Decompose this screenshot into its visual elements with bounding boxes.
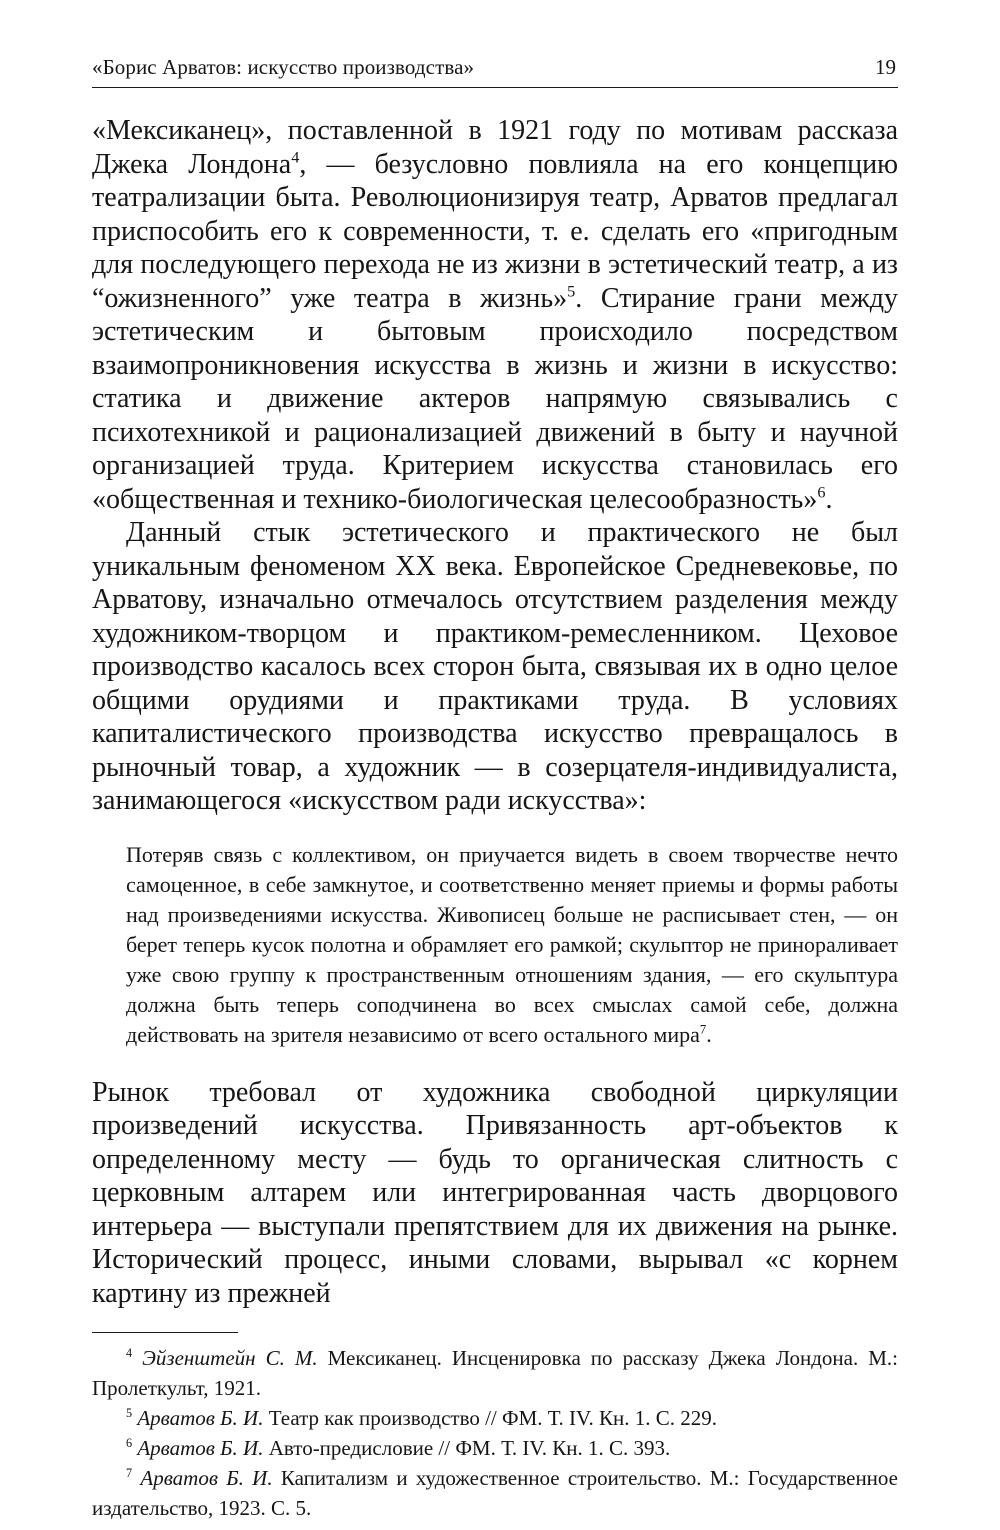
footnote-text: Театр как производство // ФМ. Т. IV. Кн. 1. С. 229.	[263, 1406, 717, 1430]
footnote-number: 7	[126, 1466, 133, 1480]
page-number: 19	[875, 55, 896, 79]
text-run: Данный стык эстетического и практического не был уникальным феноменом XX века. Европейское Средневековье, по Арватову, изначально отмечалось отсутствием разделения между художником-творцом и практиком-ремесленником. Цеховое производство касалось всех сторон быта, связывая их в одно целое общими орудиями и практиками труда. В условиях капиталистического производства искусство превращалось в рыночный товар, а художник — в созерцателя-индивидуалиста, занимающегося «искусством ради искусства»:	[92, 517, 898, 816]
text-run: , — безусловно повлияла на его концепцию театрализации быта. Революционизируя театр, Арватов предлагал приспособить его к современности, т. е. сделать его «пригодным для последующего перехода не из жизни в эстетический театр, а из “ожизненного” уже театра в жизнь»	[92, 148, 899, 314]
text-run: . Стирание грани между эстетическим и бытовым происходило посредством взаимопроникновения искусства в жизнь и жизни в искусство: статика и движение актеров напрямую связывались с психотехникой и рационализацией движений в быту и научной организацией труда. Критерием искусства становилась его «общественная и технико-биологическая целесообразность»	[92, 282, 898, 515]
paragraph	[92, 516, 898, 818]
running-title: «Борис Арватов: искусство производства»	[92, 55, 475, 79]
paragraph-after-quote	[92, 1076, 898, 1311]
footnote-author: Эйзенштейн С. М.	[142, 1346, 318, 1370]
footnote-ref[interactable]: 4	[291, 148, 300, 167]
footnote-7	[92, 1463, 898, 1523]
footnote-number: 4	[126, 1346, 133, 1360]
footnote-5	[92, 1403, 898, 1433]
text-run: Рынок требовал от художника свободной циркуляции произведений искусства. Привязанность арт-объектов к определенному месту — будь то органическая слитность с церковным алтарем или интегрированная часть дворцового интерьера — выступали препятствием для их движения на рынке. Исторический процесс, иными словами, вырывал «с корнем картину из прежней	[92, 1076, 898, 1309]
text-run: .	[706, 1021, 712, 1047]
text-run: .	[825, 483, 833, 515]
block-quote	[126, 840, 898, 1050]
footnote-text: Авто-предисловие // ФМ. Т. IV. Кн. 1. С. 393.	[263, 1436, 671, 1460]
footnote-4	[92, 1343, 898, 1403]
footnote-text: Капитализм и художественное строительство. М.: Государственное издательство, 1923. С. 5.	[92, 1466, 899, 1520]
footnote-number: 5	[126, 1406, 133, 1420]
text-run: «Мексиканец», поставленной в 1921 году по мотивам рассказа Джека Лондона	[92, 115, 898, 180]
paragraph-continued	[92, 114, 898, 516]
footnote-text: Мексиканец. Инсценировка по рассказу Джека Лондона. М.: Пролеткульт, 1921.	[92, 1346, 898, 1400]
footnote-author: Арватов Б. И.	[137, 1436, 264, 1460]
text-run: Потеряв связь с коллективом, он приучается видеть в своем творчестве нечто самоценное, в себе замкнутое, и соответственно меняет приемы и формы работы над произведениями искусства. Живописец больше не расписывает стен, — он берет теперь кусок полотна и обрамляет его рамкой; скульптор не принораливает уже свою группу к пространственным отношениям здания, — его скульптура должна быть теперь соподчинена во всех смыслах самой себе, должна действовать на зрителя независимо от всего остального мира	[126, 841, 898, 1047]
running-header	[92, 52, 898, 88]
footnote-ref[interactable]: 5	[567, 282, 576, 301]
footnote-6	[92, 1433, 898, 1463]
footnote-number: 6	[126, 1436, 133, 1450]
footnote-ref[interactable]: 6	[817, 483, 826, 502]
body-text	[92, 114, 898, 1310]
footnotes	[92, 1343, 898, 1523]
footnote-ref[interactable]: 7	[699, 1022, 707, 1037]
page	[92, 52, 898, 1523]
footnote-author: Арватов Б. И.	[137, 1406, 264, 1430]
footnote-author: Арватов Б. И.	[140, 1466, 273, 1490]
footnote-rule	[92, 1332, 238, 1333]
